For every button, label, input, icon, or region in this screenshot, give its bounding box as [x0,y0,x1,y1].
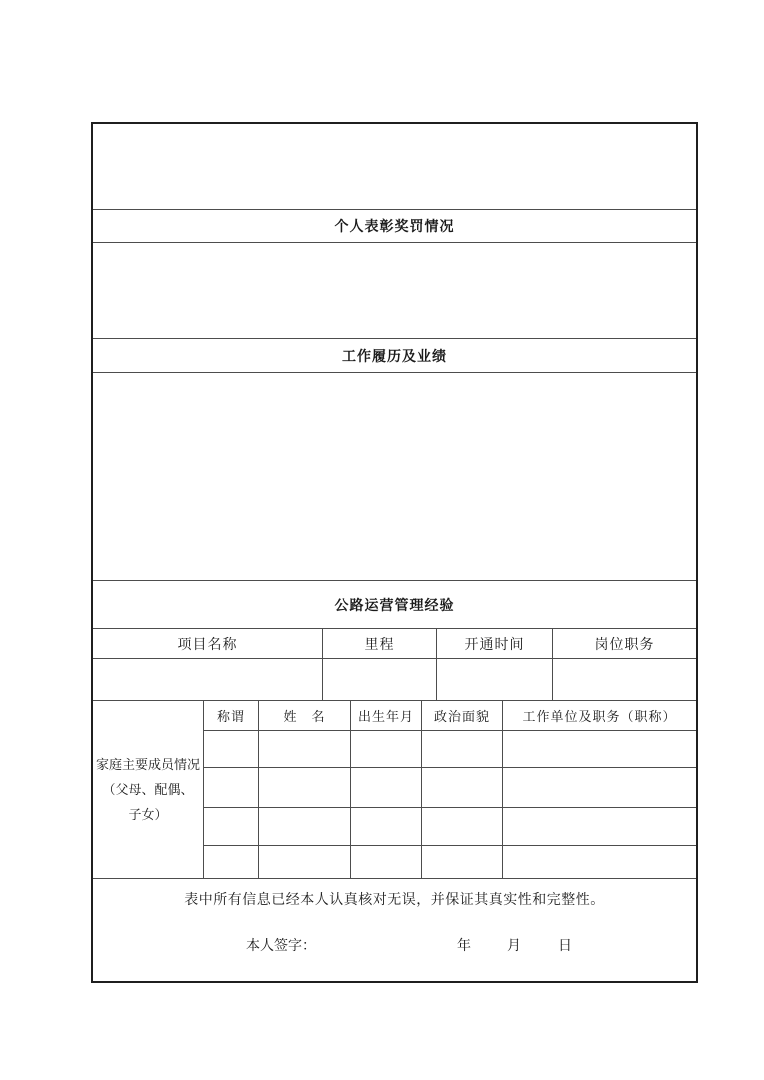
highway-cell-mileage[interactable] [323,659,437,700]
highway-section-title: 公路运营管理经验 [334,598,455,614]
family-cell-name[interactable] [259,808,351,845]
year-label: 年 [457,939,471,954]
family-col-header-birthdate: 出生年月 [351,701,422,730]
highway-cell-position[interactable] [553,659,696,700]
declaration-signature-cell [93,879,696,981]
family-cell-political-status[interactable] [422,808,503,845]
col-header-opening-time: 开通时间 [437,629,553,658]
family-col-header-political-status: 政治面貌 [422,701,503,730]
family-cell-relation[interactable] [204,808,259,845]
family-cell-relation[interactable] [204,846,259,878]
signature-line [93,935,696,955]
highway-table-data-row [93,659,696,701]
family-cell-relation[interactable] [204,731,259,767]
highway-section-title-row [93,581,696,629]
day-label: 日 [558,939,572,954]
top-content-cell[interactable] [93,124,696,210]
highway-cell-opening-time[interactable] [437,659,553,700]
family-cell-name[interactable] [259,846,351,878]
declaration-text: 表中所有信息已经本人认真核对无误，并保证其真实性和完整性。 [184,893,605,908]
family-col-header-work-unit: 工作单位及职务（职称） [522,709,677,724]
col-header-mileage: 里程 [323,629,437,658]
work-history-section-title-row [93,339,696,373]
family-cell-work-unit[interactable] [503,731,696,767]
work-history-section-title: 工作履历及业绩 [342,349,447,365]
family-cell-name[interactable] [259,768,351,807]
family-cell-relation[interactable] [204,768,259,807]
family-data-row [204,846,696,878]
family-cell-political-status[interactable] [422,768,503,807]
family-section-label [93,701,204,878]
family-col-header-name: 姓 名 [259,701,351,730]
month-label: 月 [507,939,521,954]
family-data-row [204,731,696,768]
family-label-line3: 子女） [128,807,168,822]
highway-cell-project-name[interactable] [93,659,323,700]
family-cell-work-unit[interactable] [503,846,696,878]
work-history-content-cell[interactable] [93,373,696,581]
col-header-project-name: 项目名称 [93,629,323,658]
awards-section-title: 个人表彰奖罚情况 [334,220,455,235]
family-cell-political-status[interactable] [422,846,503,878]
family-cell-name[interactable] [259,731,351,767]
family-data-row [204,768,696,808]
family-data-row [204,808,696,846]
awards-content-cell[interactable] [93,243,696,339]
highway-table-header-row [93,629,696,659]
family-cell-birthdate[interactable] [351,846,422,878]
family-header-row [204,701,696,731]
family-col-header-relation: 称谓 [204,701,259,730]
family-cell-work-unit[interactable] [503,768,696,807]
awards-section-title-row [93,210,696,243]
family-cell-birthdate[interactable] [351,768,422,807]
family-label-line2: （父母、配偶、 [102,782,194,797]
family-cell-work-unit[interactable] [503,808,696,845]
personnel-form-table [91,122,698,983]
family-label-line1: 家庭主要成员情况 [95,757,200,772]
family-table [204,701,696,878]
family-cell-birthdate[interactable] [351,808,422,845]
family-cell-birthdate[interactable] [351,731,422,767]
family-section [93,701,696,879]
signature-label[interactable]: 本人签字： [246,939,316,954]
family-cell-political-status[interactable] [422,731,503,767]
col-header-position: 岗位职务 [594,637,655,653]
